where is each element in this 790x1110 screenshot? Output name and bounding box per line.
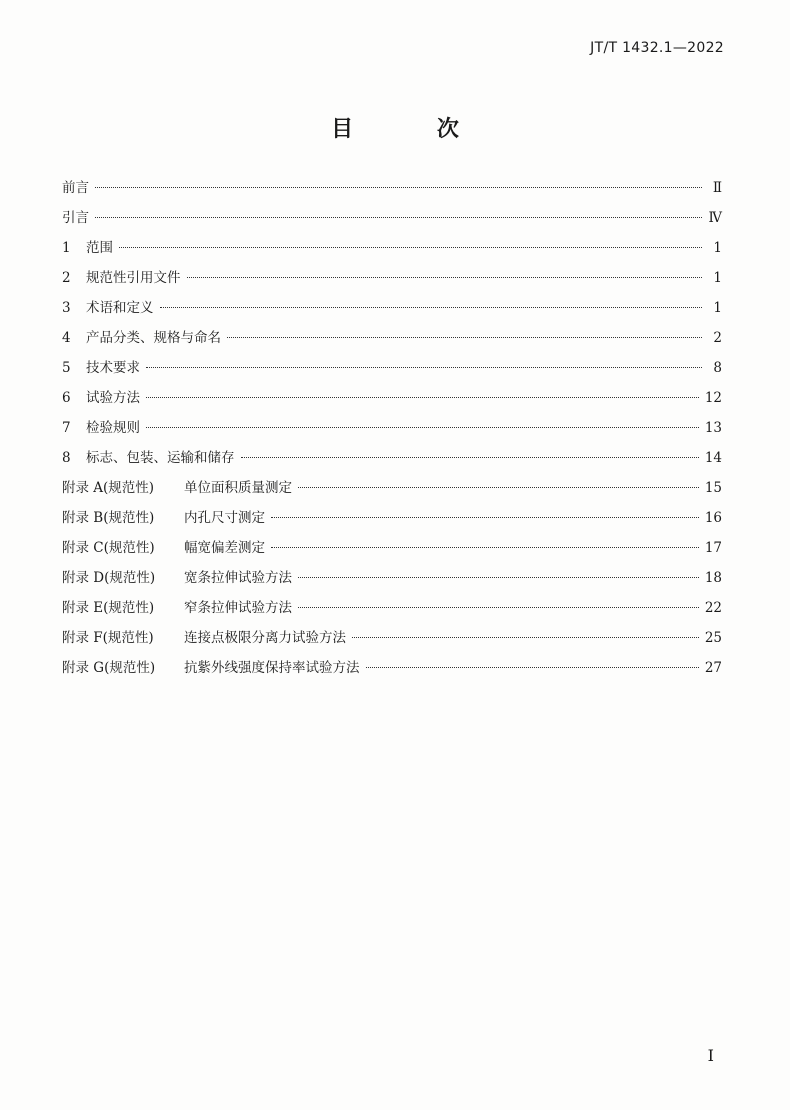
dot-leader	[271, 517, 699, 518]
toc-entry[interactable]	[62, 568, 722, 598]
toc-entry[interactable]	[62, 328, 722, 358]
toc-page-number: 25	[704, 630, 722, 646]
page-title: 目 次	[331, 117, 497, 142]
toc-entry[interactable]	[62, 238, 722, 268]
toc-entry-label: 宽条拉伸试验方法	[184, 570, 292, 586]
toc-entry-label: 单位面积质量测定	[184, 480, 292, 496]
toc-entry-label: 术语和定义	[86, 300, 154, 316]
dot-leader	[298, 577, 699, 578]
toc-page-number: 2	[713, 330, 722, 346]
toc-entry[interactable]	[62, 658, 722, 688]
toc-entry[interactable]	[62, 178, 722, 208]
toc-page-number: 8	[713, 360, 722, 376]
dot-leader	[352, 637, 699, 638]
toc-page-number: Ⅳ	[708, 210, 722, 226]
toc-entry[interactable]	[62, 478, 722, 508]
toc-section-number: 2	[62, 270, 71, 286]
toc-section-number: 5	[62, 360, 71, 376]
toc-entry-label: 试验方法	[86, 390, 140, 406]
dot-leader	[119, 247, 702, 248]
table-of-contents	[62, 178, 722, 688]
toc-appendix-prefix: 附录 D(规范性)	[62, 570, 156, 586]
toc-section-number: 3	[62, 300, 71, 316]
toc-entry-label: 连接点极限分离力试验方法	[184, 630, 346, 646]
dot-leader	[95, 187, 702, 188]
toc-page-number: 18	[704, 570, 722, 586]
dot-leader	[227, 337, 702, 338]
toc-page-number: 14	[704, 450, 722, 466]
toc-page-number: 1	[713, 270, 722, 286]
toc-appendix-prefix: 附录 G(规范性)	[62, 660, 156, 676]
dot-leader	[187, 277, 703, 278]
dot-leader	[271, 547, 699, 548]
dot-leader	[366, 667, 699, 668]
toc-entry-label: 前言	[62, 180, 89, 196]
toc-section-number: 6	[62, 390, 71, 406]
toc-entry[interactable]	[62, 268, 722, 298]
toc-appendix-prefix: 附录 A(规范性)	[62, 480, 155, 496]
toc-entry[interactable]	[62, 208, 722, 238]
document-number: JT/T 1432.1—2022	[590, 40, 724, 56]
toc-entry[interactable]	[62, 418, 722, 448]
toc-section-number: 4	[62, 330, 71, 346]
dot-leader	[95, 217, 702, 218]
toc-entry-label: 抗紫外线强度保持率试验方法	[184, 660, 360, 676]
dot-leader	[146, 427, 699, 428]
toc-section-number: 7	[62, 420, 71, 436]
toc-entry-label: 内孔尺寸测定	[184, 510, 265, 526]
toc-entry[interactable]	[62, 508, 722, 538]
dot-leader	[146, 397, 699, 398]
toc-entry[interactable]	[62, 598, 722, 628]
toc-entry-label: 技术要求	[86, 360, 140, 376]
toc-entry[interactable]	[62, 628, 722, 658]
toc-page-number: 22	[704, 600, 722, 616]
toc-entry-label: 标志、包装、运输和储存	[86, 450, 235, 466]
toc-entry-label: 产品分类、规格与命名	[86, 330, 221, 346]
toc-page-number: 15	[704, 480, 722, 496]
toc-page-number: 27	[704, 660, 722, 676]
toc-appendix-prefix: 附录 F(规范性)	[62, 630, 154, 646]
toc-page-number: 16	[704, 510, 722, 526]
toc-appendix-prefix: 附录 C(规范性)	[62, 540, 155, 556]
toc-page-number: 13	[704, 420, 722, 436]
toc-appendix-prefix: 附录 B(规范性)	[62, 510, 155, 526]
toc-entry-label: 范围	[86, 240, 113, 256]
toc-section-number: 1	[62, 240, 71, 256]
toc-entry-label: 引言	[62, 210, 89, 226]
toc-page-number: 17	[704, 540, 722, 556]
dot-leader	[241, 457, 699, 458]
page-number: I	[707, 1046, 714, 1065]
dot-leader	[298, 487, 699, 488]
toc-entry[interactable]	[62, 388, 722, 418]
toc-entry-label: 规范性引用文件	[86, 270, 181, 286]
toc-entry[interactable]	[62, 358, 722, 388]
toc-page-number: 12	[704, 390, 722, 406]
dot-leader	[298, 607, 699, 608]
toc-page-number: Ⅱ	[712, 180, 722, 196]
toc-entry[interactable]	[62, 298, 722, 328]
toc-appendix-prefix: 附录 E(规范性)	[62, 600, 155, 616]
toc-page-number: 1	[713, 300, 722, 316]
toc-entry-label: 窄条拉伸试验方法	[184, 600, 292, 616]
toc-entry[interactable]	[62, 538, 722, 568]
dot-leader	[146, 367, 702, 368]
toc-entry-label: 幅宽偏差测定	[184, 540, 265, 556]
toc-entry[interactable]	[62, 448, 722, 478]
toc-page-number: 1	[713, 240, 722, 256]
toc-section-number: 8	[62, 450, 71, 466]
dot-leader	[160, 307, 703, 308]
toc-entry-label: 检验规则	[86, 420, 140, 436]
